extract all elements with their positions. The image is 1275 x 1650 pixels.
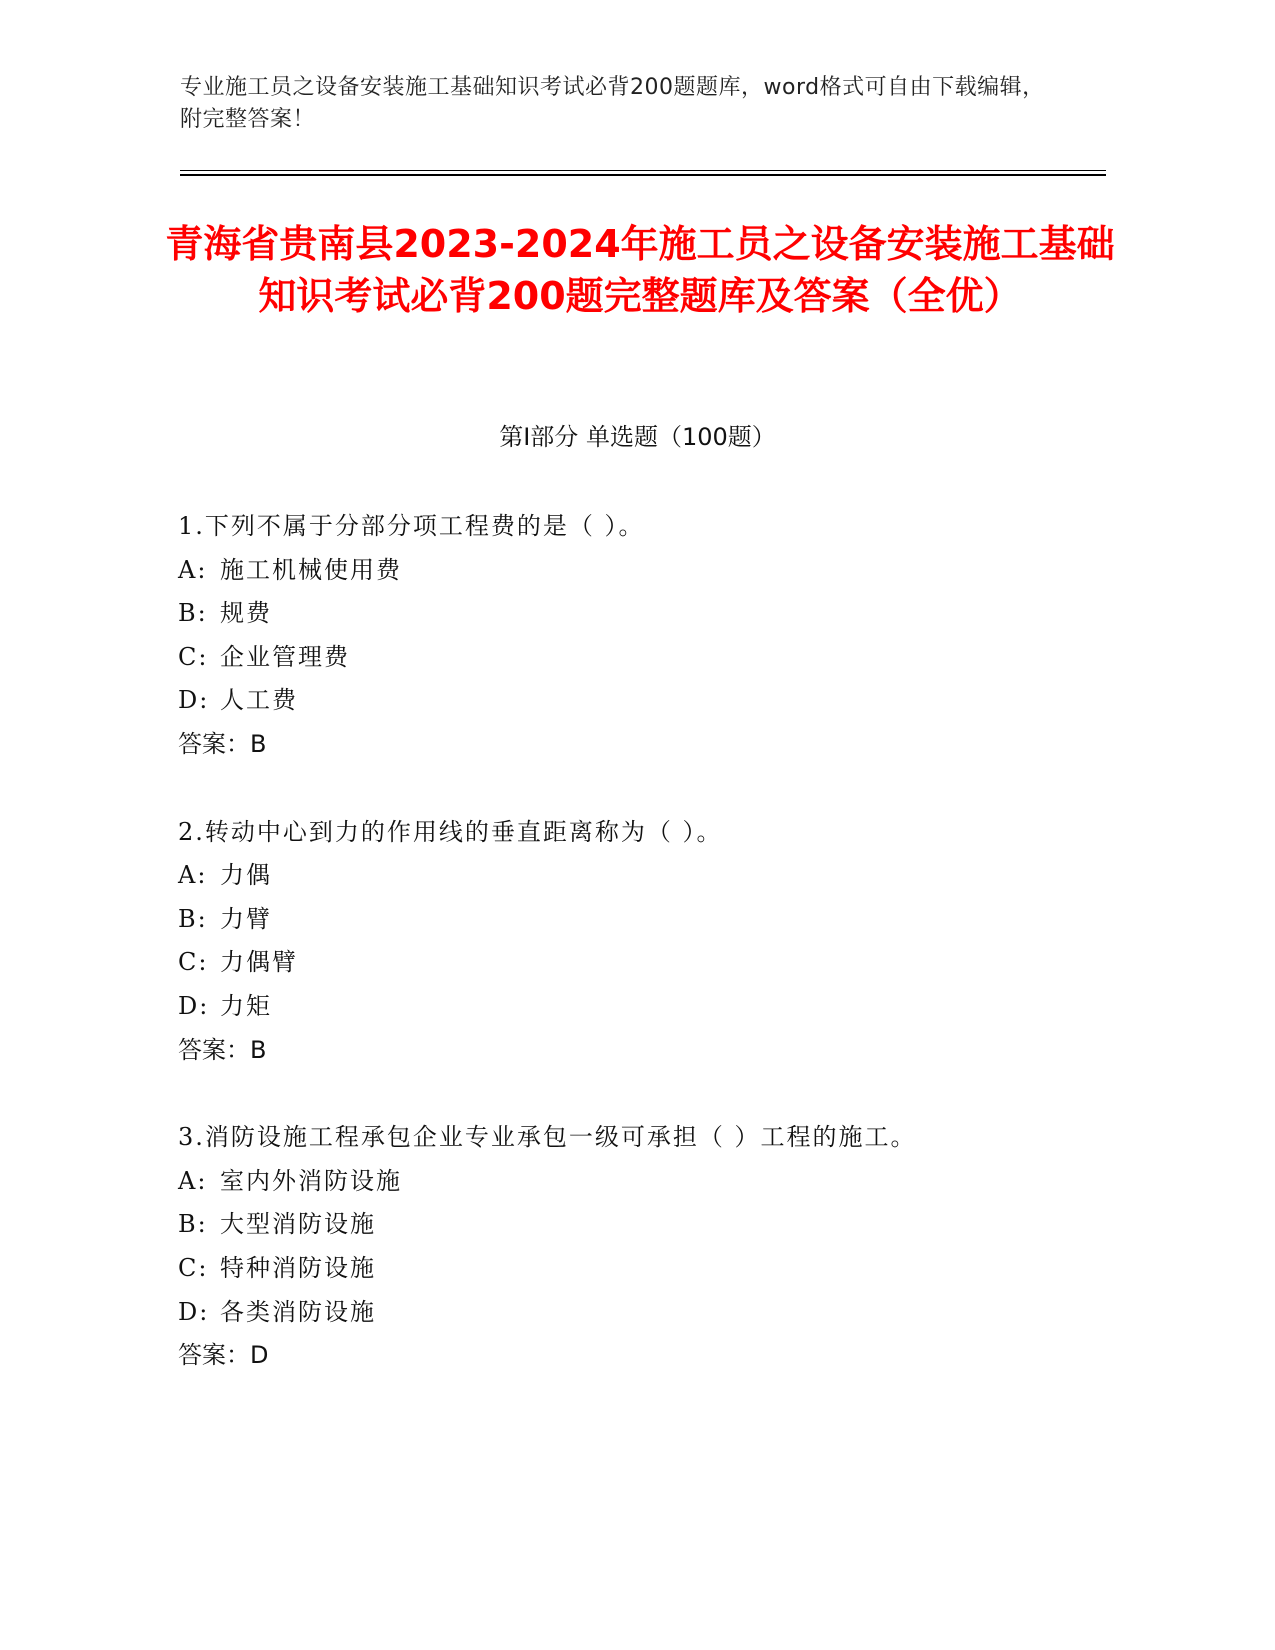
option-text: 施工机械使用费 — [220, 555, 402, 584]
question-stem: 1.下列不属于分部分项工程费的是（ ）。 — [178, 512, 645, 540]
question-stem: 3.消防设施工程承包企业专业承包一级可承担（ ）工程的施工。 — [178, 1123, 917, 1152]
option-b — [178, 898, 1118, 942]
option-d — [178, 1291, 1118, 1335]
option-text: 室内外消防设施 — [220, 1166, 402, 1195]
question-item-1 — [178, 505, 1118, 767]
question-item-3 — [178, 1116, 1118, 1378]
option-c — [178, 941, 1118, 985]
option-key: A: — [178, 1166, 208, 1195]
header-divider-thin — [180, 170, 1106, 171]
option-text: 企业管理费 — [220, 642, 350, 671]
option-c — [178, 1247, 1118, 1291]
answer-text: 答案：B — [178, 1035, 267, 1064]
option-text: 人工费 — [220, 686, 298, 715]
option-text: 大型消防设施 — [220, 1210, 376, 1239]
option-key: D: — [178, 686, 210, 715]
option-text: 力偶臂 — [220, 948, 298, 977]
option-key: C: — [178, 948, 209, 977]
option-a — [178, 1160, 1118, 1204]
question-item-2 — [178, 811, 1118, 1073]
option-key: B: — [178, 1210, 208, 1239]
option-key: A: — [178, 861, 208, 890]
option-text: 力矩 — [220, 991, 272, 1020]
answer-text: 答案：D — [178, 1341, 269, 1370]
option-text: 力偶 — [220, 861, 272, 890]
header-note: 专业施工员之设备安装施工基础知识考试必背200题题库，word格式可自由下载编辑，附完整答案！ — [180, 75, 1045, 132]
question-stem: 2.转动中心到力的作用线的垂直距离称为（ ）。 — [178, 817, 723, 846]
option-text: 特种消防设施 — [220, 1253, 376, 1282]
option-key: C: — [178, 642, 209, 671]
option-key: D: — [178, 991, 210, 1020]
option-b — [178, 1203, 1118, 1247]
answer-text: 答案：B — [178, 729, 267, 758]
option-a — [178, 854, 1118, 898]
section-heading: 第Ⅰ部分 单选题（100题） — [499, 423, 776, 451]
option-key: D: — [178, 1297, 210, 1326]
document-title: 青海省贵南县2023-2024年施工员之设备安装施工基础知识考试必背200题完整题库及答案（全优） — [165, 222, 1115, 318]
option-c — [178, 636, 1118, 680]
option-d — [178, 985, 1118, 1029]
question-list — [178, 505, 1118, 1378]
option-text: 规费 — [220, 599, 272, 628]
option-text: 力臂 — [220, 904, 272, 933]
option-key: C: — [178, 1253, 209, 1282]
option-key: A: — [178, 555, 208, 584]
header-divider-thick — [180, 174, 1106, 176]
option-key: B: — [178, 904, 208, 933]
option-key: B: — [178, 599, 208, 628]
option-text: 各类消防设施 — [220, 1297, 376, 1326]
option-d — [178, 679, 1118, 723]
option-a — [178, 549, 1118, 593]
option-b — [178, 592, 1118, 636]
